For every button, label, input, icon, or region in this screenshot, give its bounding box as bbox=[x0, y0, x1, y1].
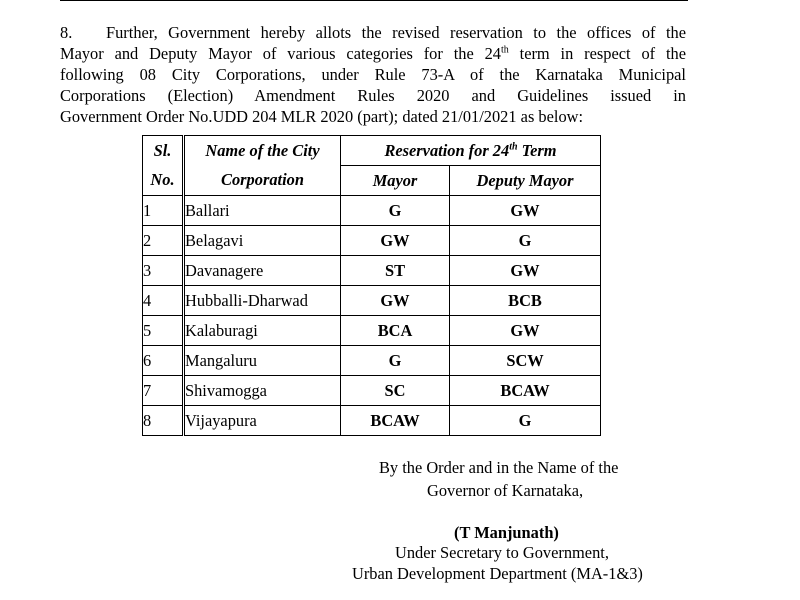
reservation-table bbox=[142, 135, 601, 436]
cell-city: Davanagere bbox=[184, 256, 341, 286]
paragraph-number: 8. bbox=[60, 23, 73, 42]
table-row bbox=[143, 256, 601, 286]
cell-city: Shivamogga bbox=[184, 376, 341, 406]
header-city-bottom: Corporation bbox=[184, 166, 341, 196]
cell-city: Belagavi bbox=[184, 226, 341, 256]
cell-deputy: GW bbox=[450, 256, 601, 286]
cell-mayor: ST bbox=[341, 256, 450, 286]
cell-city: Ballari bbox=[184, 196, 341, 226]
table-header-row-2 bbox=[143, 166, 601, 196]
signature-order-line: By the Order and in the Name of the bbox=[379, 458, 619, 477]
cell-deputy: GW bbox=[450, 316, 601, 346]
table-row bbox=[143, 226, 601, 256]
header-sl-bottom: No. bbox=[143, 166, 184, 196]
header-deputy-mayor: Deputy Mayor bbox=[450, 166, 601, 196]
signatory-department: Urban Development Department (MA-1&3) bbox=[352, 564, 643, 583]
cell-mayor: G bbox=[341, 346, 450, 376]
paragraph-line-2: Mayor and Deputy Mayor of various categories for the 24th term in respect of the bbox=[60, 44, 686, 63]
paragraph-line-3: following 08 City Corporations, under Rule 73-A of the Karnataka Municipal bbox=[60, 65, 686, 84]
cell-sl: 2 bbox=[143, 226, 184, 256]
cell-deputy: G bbox=[450, 406, 601, 436]
cell-deputy: G bbox=[450, 226, 601, 256]
cell-deputy: BCAW bbox=[450, 376, 601, 406]
signatory-designation: Under Secretary to Government, bbox=[395, 543, 609, 562]
cell-sl: 6 bbox=[143, 346, 184, 376]
cell-deputy: GW bbox=[450, 196, 601, 226]
cell-mayor: G bbox=[341, 196, 450, 226]
paragraph-line-5: Government Order No.UDD 204 MLR 2020 (part); dated 21/01/2021 as below: bbox=[60, 107, 584, 126]
cell-deputy: SCW bbox=[450, 346, 601, 376]
cell-city: Vijayapura bbox=[184, 406, 341, 436]
cell-mayor: SC bbox=[341, 376, 450, 406]
cell-sl: 1 bbox=[143, 196, 184, 226]
cell-city: Hubballi-Dharwad bbox=[184, 286, 341, 316]
cell-mayor: BCAW bbox=[341, 406, 450, 436]
cell-sl: 7 bbox=[143, 376, 184, 406]
cell-mayor: BCA bbox=[341, 316, 450, 346]
cell-city: Mangaluru bbox=[184, 346, 341, 376]
cell-sl: 8 bbox=[143, 406, 184, 436]
paragraph-line-4: Corporations (Election) Amendment Rules 2020 and Guidelines issued in bbox=[60, 86, 686, 105]
table-row bbox=[143, 316, 601, 346]
cell-deputy: BCB bbox=[450, 286, 601, 316]
cell-city: Kalaburagi bbox=[184, 316, 341, 346]
table-row bbox=[143, 286, 601, 316]
table-row bbox=[143, 376, 601, 406]
header-reservation: Reservation for 24th Term bbox=[341, 136, 601, 166]
paragraph-8 bbox=[60, 22, 686, 127]
cell-mayor: GW bbox=[341, 226, 450, 256]
header-sl-top: Sl. bbox=[143, 136, 184, 166]
cell-sl: 5 bbox=[143, 316, 184, 346]
superscript: th bbox=[501, 44, 509, 56]
cell-sl: 3 bbox=[143, 256, 184, 286]
top-rule bbox=[60, 0, 688, 1]
table-row bbox=[143, 346, 601, 376]
paragraph-line-1: 8. Further, Government hereby allots the revised reservation to the offices of the bbox=[60, 23, 686, 42]
cell-mayor: GW bbox=[341, 286, 450, 316]
signatory-name: (T Manjunath) bbox=[454, 523, 559, 542]
header-mayor: Mayor bbox=[341, 166, 450, 196]
header-city-top: Name of the City bbox=[184, 136, 341, 166]
table-row bbox=[143, 406, 601, 436]
signature-governor-line: Governor of Karnataka, bbox=[427, 481, 584, 500]
cell-sl: 4 bbox=[143, 286, 184, 316]
table-header-row-1 bbox=[143, 136, 601, 166]
table-row bbox=[143, 196, 601, 226]
